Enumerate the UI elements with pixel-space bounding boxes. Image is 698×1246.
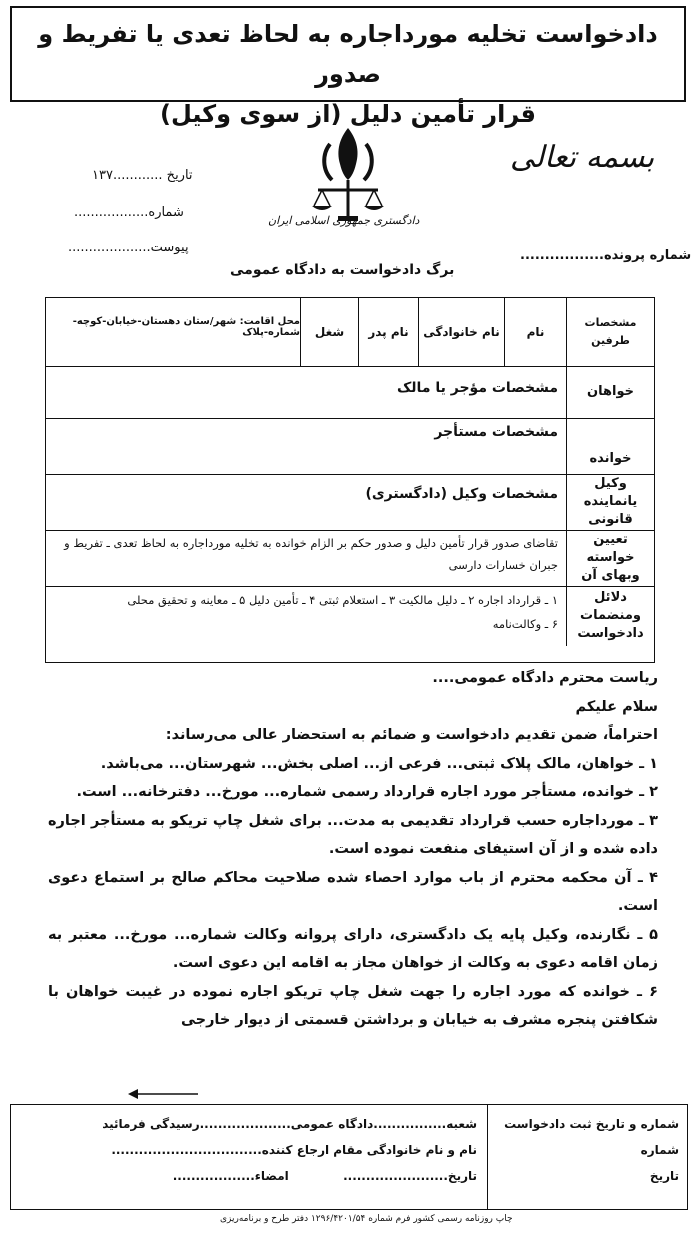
registration-label: شماره و تاریخ ثبت دادخواست xyxy=(504,1117,679,1131)
letter-paragraph-6: ۶ ـ خوانده که مورد اجاره را جهت شغل چاپ تریکو اجاره نموده در غیبت خواهان با شکافتن پنجره مشرف به خیابان و برداشتن قسمتی از دیوار خارجی xyxy=(48,983,658,1028)
date-label: تاریخ ............۱۳۷ xyxy=(92,168,193,183)
lawyer-row xyxy=(46,474,654,531)
branch-line: شعبه................دادگاه عمومی....................رسیدگی فرمائید xyxy=(102,1117,477,1131)
letter-body xyxy=(48,664,658,1035)
col-family: نام خانوادگی xyxy=(418,298,504,366)
defendant-value: مشخصات مستأجر xyxy=(434,424,558,440)
evidence-label: دلائل ومنضمات دادخواست xyxy=(566,586,654,646)
letter-paragraph-1: ۱ ـ خواهان، مالک پلاک ثبتی... فرعی از... اصلی بخش... شهرستان... می‌باشد. xyxy=(100,755,658,772)
basmala: بسمه تعالی xyxy=(510,140,655,175)
plaintiff-row xyxy=(46,366,654,419)
plaintiff-value: مشخصات مؤجر یا مالک xyxy=(396,380,558,396)
date-sign-line: تاریخ....................... امضاء.................. xyxy=(172,1169,477,1183)
evidence-row xyxy=(46,586,654,646)
title-line-1: دادخواست تخلیه مورداجاره به لحاظ تعدی یا تفریط و صدور xyxy=(38,20,658,88)
evidence-line-1: ۱ ـ قرارداد اجاره ۲ ـ دلیل مالکیت ۳ ـ استعلام ثبتی ۴ ـ تأمین دلیل ۵ ـ معاینه و تحقیق محلی xyxy=(127,593,558,607)
registration-date: تاریخ xyxy=(649,1169,679,1183)
title-line-2: قرار تأمین دلیل (از سوی وکیل) xyxy=(159,100,536,128)
plaintiff-label: خواهان xyxy=(566,366,654,418)
letter-paragraph-3: ۳ ـ مورداجاره حسب قرارداد تقدیمی به مدت... برای شغل چاپ تریکو به مستأجر اجاره داده شده و از آن استیفای منفعت نموده است. xyxy=(48,812,658,857)
evidence-line-2: ۶ ـ وکالت‌نامه xyxy=(492,617,558,631)
officer-line: نام و نام خانوادگی مقام ارجاع کننده................................. xyxy=(111,1143,477,1157)
referral-info xyxy=(11,1105,487,1209)
file-number-label: شماره پرونده................. xyxy=(520,248,692,263)
letter-address: ریاست محترم دادگاه عمومی.... xyxy=(432,670,658,686)
footer-note: چاپ روزنامه رسمی کشور فرم شماره ۱۲۹۶/۴۲۰۱/۵۴ دفتر طرح و برنامه‌ریزی xyxy=(220,1214,513,1224)
claim-label: تعیین خواسته وبهای آن xyxy=(566,530,654,586)
petition-table xyxy=(45,297,655,663)
lawyer-value: مشخصات وکیل (دادگستری) xyxy=(365,486,558,502)
defendant-row xyxy=(46,418,654,475)
lawyer-label: وکیل یانماینده قانونی xyxy=(566,474,654,530)
registration-info xyxy=(487,1105,687,1209)
letter-greeting: سلام علیکم xyxy=(575,698,658,715)
col-name: نام xyxy=(504,298,566,366)
col-father: نام پدر xyxy=(358,298,418,366)
attachment-label: پیوست.................... xyxy=(68,240,189,255)
letter-paragraph-2: ۲ ـ خوانده، مستأجر مورد اجاره قرارداد رسمی شماره... مورخ... دفترخانه... است. xyxy=(76,784,658,800)
parties-row xyxy=(46,298,654,367)
defendant-label: خوانده xyxy=(566,418,654,474)
republic-caption: دادگستری جمهوری اسلامی ایران xyxy=(268,214,420,227)
registration-number: شماره xyxy=(640,1143,679,1157)
letter-paragraph-5: ۵ ـ نگارنده، وکیل پایه یک دادگستری، دارای پروانه وکالت شماره... مورخ... معتبر به زمان اقامه دعوی به وکالت از خواهان مجاز به اقامه این دعوی است. xyxy=(48,926,658,971)
parties-label: مشخصات طرفین xyxy=(566,298,654,366)
number-label: شماره.................. xyxy=(74,205,184,220)
evidence-value xyxy=(46,586,566,646)
registration-box xyxy=(10,1104,688,1210)
arrow-left-icon xyxy=(128,1088,198,1100)
letter-paragraph-4: ۴ ـ آن محکمه محترم از باب موارد احصاء شده صلاحیت محاکم صالح بر استماع دعوی است. xyxy=(48,869,658,914)
claim-row xyxy=(46,530,654,587)
form-heading: برگ دادخواست به دادگاه عمومی xyxy=(230,262,455,278)
col-address: محل اقامت: شهر/ستان دهستان-خیابان-کوچه-شماره-پلاک xyxy=(72,316,300,338)
claim-value: تقاضای صدور قرار تأمین دلیل و صدور حکم بر الزام خوانده به تخلیه مورداجاره به لحاظ تعدی ـ تفریط و جبران خسارات دارسی xyxy=(64,536,558,572)
title-box xyxy=(10,6,686,128)
col-job: شغل xyxy=(300,298,358,366)
letter-intro: احتراماً، ضمن تقدیم دادخواست و ضمائم به استحضار عالی می‌رساند: xyxy=(165,727,658,743)
